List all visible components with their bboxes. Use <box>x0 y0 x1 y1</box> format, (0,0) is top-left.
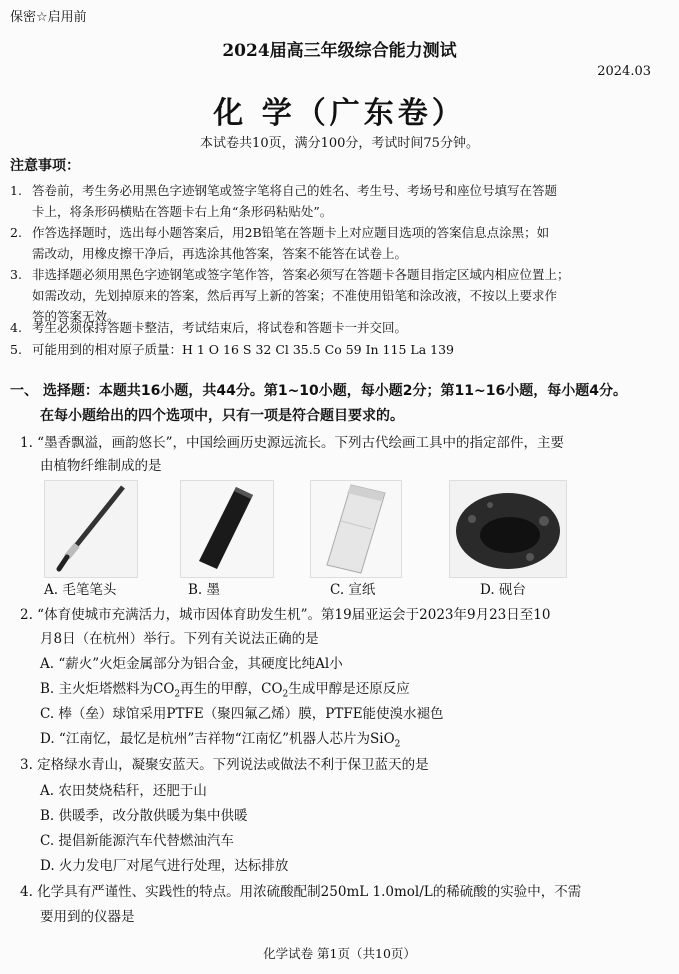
option-text: B. 主火炬塔燃料为CO <box>40 681 175 697</box>
inkstone-image <box>449 480 567 578</box>
question-2-option-d <box>40 727 400 750</box>
note-line: 答卷前，考生务必用黑色字迹钢笔或签字笔将自己的姓名、考生号、考场号和座位号填写在答题 <box>32 183 558 198</box>
option-text: 生成甲醇是还原反应 <box>288 681 410 697</box>
section-instruction: 在每小题给出的四个选项中，只有一项是符合题目要求的。 <box>40 408 404 424</box>
note-number: 5. <box>10 342 22 357</box>
question-3-option-a: A. 农田焚烧秸秆，还肥于山 <box>40 783 207 799</box>
note-number: 1. <box>10 183 22 198</box>
question-4-text: 4. 化学具有严谨性、实践性的特点。用浓硫酸配制250mL 1.0mol/L的稀硫酸的实验中，不需 <box>20 884 582 900</box>
xuan-paper-image <box>310 480 402 578</box>
question-1-text: 1. “墨香飘溢，画韵悠长”，中国绘画历史源远流长。下列古代绘画工具中的指定部件，主要 <box>20 435 564 451</box>
ink-stick-image <box>180 480 274 578</box>
subscript: 2 <box>174 689 181 700</box>
section-heading: 一、 选择题：本题共16小题，共44分。第1~10小题，每小题2分；第11~16小题，每小题4分。 <box>10 383 627 399</box>
exam-title: 2024届高三年级综合能力测试 <box>222 41 457 61</box>
subscript: 2 <box>394 739 401 750</box>
question-3-option-c: C. 提倡新能源汽车代替燃油汽车 <box>40 833 234 849</box>
note-line: 考生必须保持答题卡整洁，考试结束后，将试卷和答题卡一并交回。 <box>32 320 408 335</box>
question-2-option-c: C. 棒（垒）球馆采用PTFE（聚四氟乙烯）膜，PTFE能使溴水褪色 <box>40 706 444 722</box>
option-text: D. “江南忆，最忆是杭州”吉祥物“江南忆”机器人芯片为SiO <box>40 731 395 747</box>
question-3-option-b: B. 供暖季，改分散供暖为集中供暖 <box>40 808 248 824</box>
note-item-2 <box>10 222 549 264</box>
option-d-caption: D. 砚台 <box>480 582 526 598</box>
note-item-4 <box>10 317 407 338</box>
subject-title: 化 学（广东卷） <box>213 96 466 131</box>
question-2-text: 2. “体育使城市充满活力，城市因体育助发生机”。第19届亚运会于2023年9月23日至10 <box>20 607 551 623</box>
note-line: 需改动，用橡皮擦干净后，再选涂其他答案，答案不能答在试卷上。 <box>32 246 408 261</box>
question-2-option-a: A. “薪火”火炬金属部分为铝合金，其硬度比纯Al小 <box>40 656 343 672</box>
exam-date: 2024.03 <box>597 64 651 79</box>
option-b-caption: B. 墨 <box>188 582 221 598</box>
note-line: 可能用到的相对原子质量：H 1 O 16 S 32 Cl 35.5 Co 59 In 115 La 139 <box>32 342 454 357</box>
note-number: 2. <box>10 225 22 240</box>
note-line: 如需改动，先划掉原来的答案，然后再写上新的答案；不准使用铅笔和涂改液，不按以上要求作 <box>32 288 558 303</box>
question-3-text: 3. 定格绿水青山，凝聚安蓝天。下列说法或做法不利于保卫蓝天的是 <box>20 757 429 773</box>
note-line: 非选择题必须用黑色字迹钢笔或签字笔作答，答案必须写在答题卡各题目指定区域内相应位置上； <box>32 267 570 282</box>
question-1-text-cont: 由植物纤维制成的是 <box>40 458 162 474</box>
option-c-caption: C. 宣纸 <box>330 582 376 598</box>
note-number: 3. <box>10 267 22 282</box>
paper-info: 本试卷共10页，满分100分，考试时间75分钟。 <box>200 136 479 151</box>
option-a-caption: A. 毛笔笔头 <box>44 582 117 598</box>
note-line: 卡上，将条形码横贴在答题卡右上角“条形码粘贴处”。 <box>32 204 333 219</box>
question-2-option-b <box>40 677 410 700</box>
note-item-1 <box>10 180 557 222</box>
note-line: 作答选择题时，选出每小题答案后，用2B铅笔在答题卡上对应题目选项的答案信息点涂黑；如 <box>32 225 550 240</box>
notes-title: 注意事项： <box>10 158 80 174</box>
note-number: 4. <box>10 320 22 335</box>
note-item-5 <box>10 339 454 360</box>
page-footer: 化学试卷 第1页（共10页） <box>263 946 416 961</box>
question-2-text-cont: 月8日（在杭州）举行。下列有关说法正确的是 <box>40 631 319 647</box>
option-text: 再生的甲醇，CO <box>180 681 283 697</box>
question-3-option-d: D. 火力发电厂对尾气进行处理，达标排放 <box>40 858 289 874</box>
subscript: 2 <box>282 689 289 700</box>
question-4-text-cont: 要用到的仪器是 <box>40 909 135 925</box>
brush-image <box>44 480 138 578</box>
note-line: 答的答案无效。 <box>32 309 120 324</box>
confidential-label: 保密☆启用前 <box>10 10 87 25</box>
